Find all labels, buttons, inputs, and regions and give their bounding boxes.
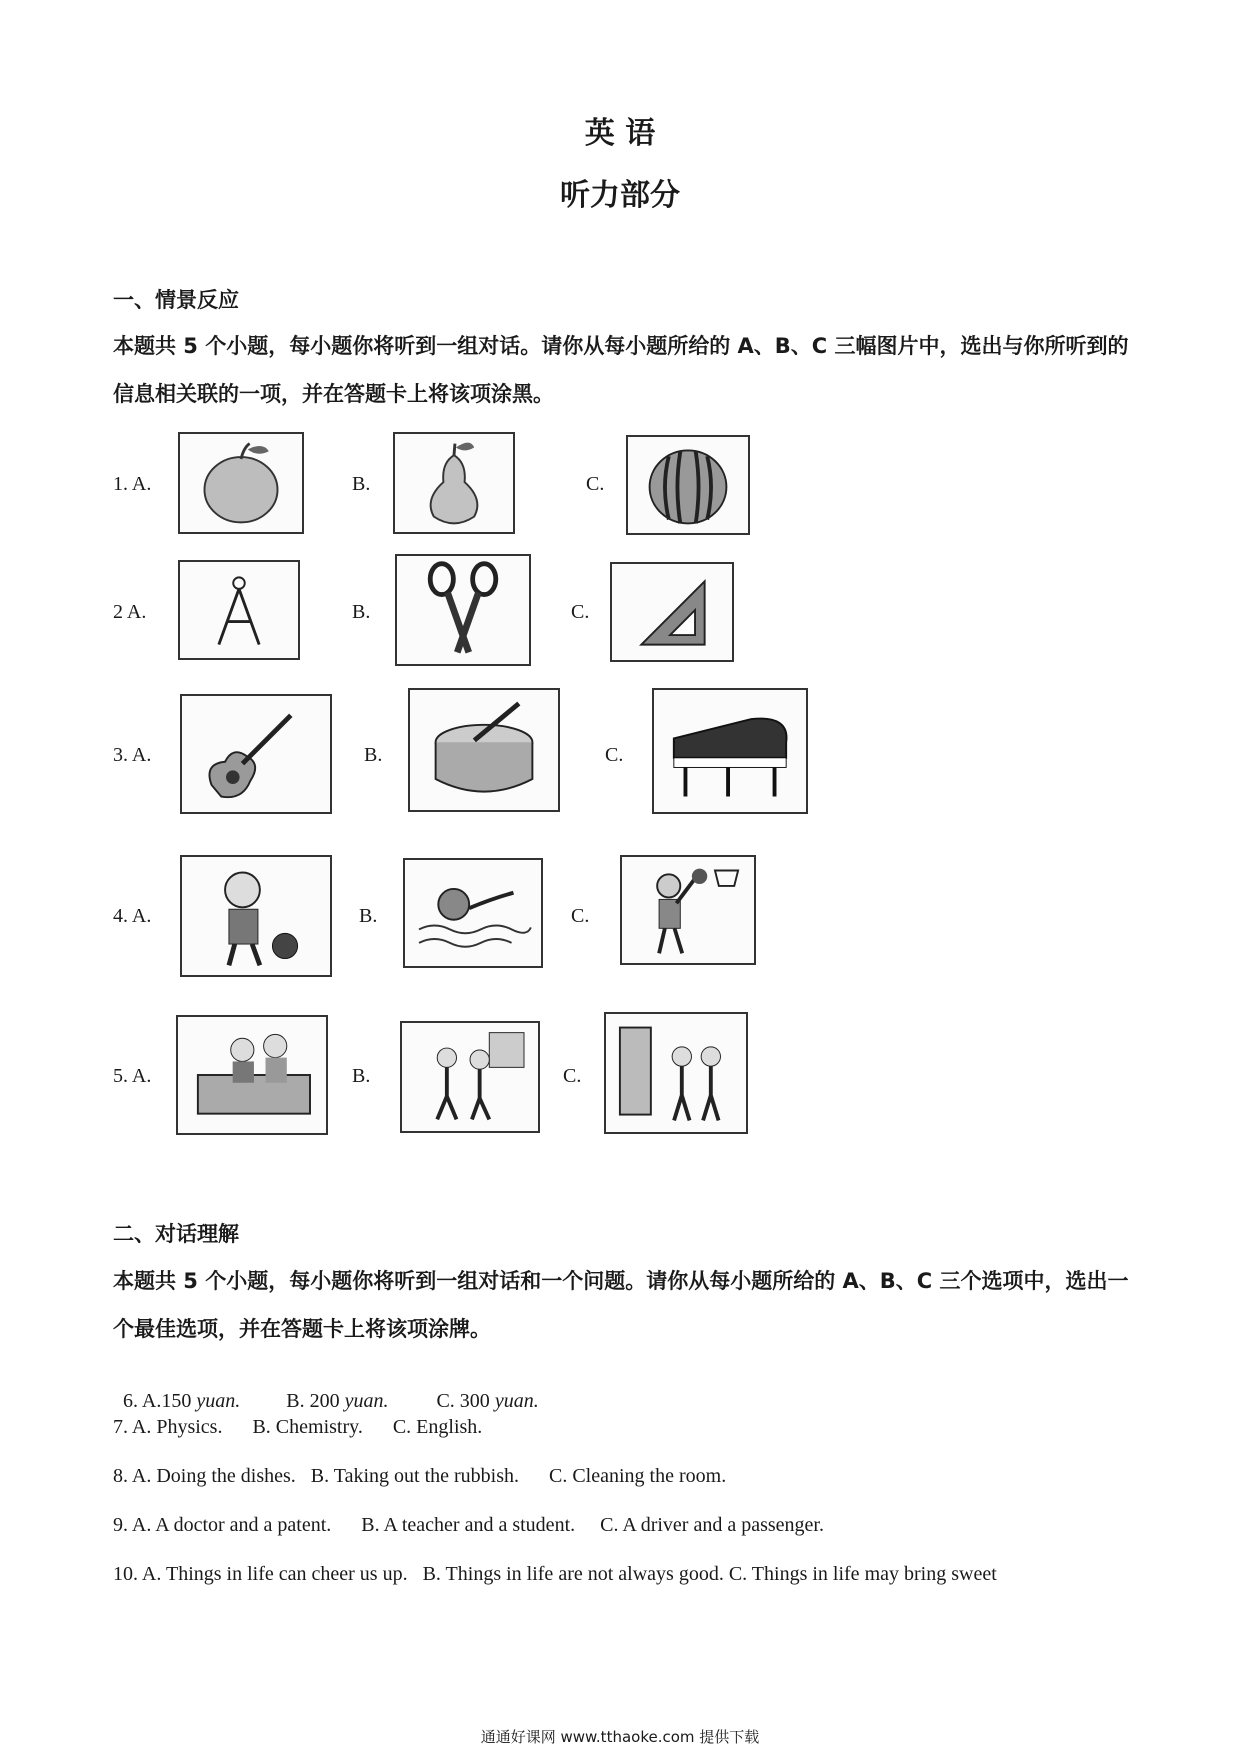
q4-label-b: B. [359, 905, 378, 927]
piano-icon[interactable] [652, 688, 808, 814]
guitar-icon[interactable] [180, 694, 332, 814]
swimming-boy-icon[interactable] [403, 858, 543, 968]
part-title: 听力部分 [560, 178, 680, 213]
q6-option-b-unit: yuan. [344, 1390, 389, 1412]
question-9: 9. A. A doctor and a patent. B. A teacher and a student. C. A driver and a passenger. [113, 1514, 824, 1536]
set-square-icon[interactable] [610, 562, 734, 662]
q6-option-a: 6. A.150 [123, 1390, 197, 1412]
footer-text: 通通好课网 www.tthaoke.com 提供下载 [480, 1728, 760, 1746]
gallery-people-icon[interactable] [604, 1012, 748, 1134]
pear-icon[interactable] [393, 432, 515, 534]
sofa-people-icon[interactable] [176, 1015, 328, 1135]
question-7: 7. A. Physics. B. Chemistry. C. English. [113, 1416, 483, 1438]
watermelon-icon[interactable] [626, 435, 750, 535]
q1-label-a: 1. A. [113, 473, 152, 495]
question-8: 8. A. Doing the dishes. B. Taking out the rubbish. C. Cleaning the room. [113, 1465, 727, 1487]
q3-label-c: C. [605, 744, 624, 766]
question-6 [113, 1367, 539, 1413]
section2-heading: 二、对话理解 [113, 1222, 239, 1246]
q3-label-a: 3. A. [113, 744, 152, 766]
q2-label-a: 2 A. [113, 601, 147, 623]
q1-label-c: C. [586, 473, 605, 495]
apple-icon[interactable] [178, 432, 304, 534]
q6-option-b: B. 200 [286, 1390, 345, 1412]
q5-label-a: 5. A. [113, 1065, 152, 1087]
question-10: 10. A. Things in life can cheer us up. B. Things in life are not always good. C. Things in life may bring sweet [113, 1563, 997, 1585]
q4-label-c: C. [571, 905, 590, 927]
q6-option-c: C. 300 [436, 1390, 495, 1412]
compass-icon[interactable] [178, 560, 300, 660]
q6-option-c-unit: yuan. [494, 1390, 539, 1412]
street-people-icon[interactable] [400, 1021, 540, 1133]
q4-label-a: 4. A. [113, 905, 152, 927]
subject-title: 英 语 [584, 116, 656, 151]
football-boy-icon[interactable] [180, 855, 332, 977]
drum-icon[interactable] [408, 688, 560, 812]
q5-label-c: C. [563, 1065, 582, 1087]
scissors-icon[interactable] [395, 554, 531, 666]
q1-label-b: B. [352, 473, 371, 495]
q6-option-a-unit: yuan. [196, 1390, 241, 1412]
q2-label-b: B. [352, 601, 371, 623]
q3-label-b: B. [364, 744, 383, 766]
section1-instruction: 本题共 5 个小题，每小题你将听到一组对话。请你从每小题所给的 A、B、C 三幅图片中，选出与你所听到的信息相关联的一项，并在答题卡上将该项涂黑。 [113, 334, 1129, 406]
q2-label-c: C. [571, 601, 590, 623]
section1-heading: 一、情景反应 [113, 288, 239, 312]
q5-label-b: B. [352, 1065, 371, 1087]
section2-instruction: 本题共 5 个小题，每小题你将听到一组对话和一个问题。请你从每小题所给的 A、B、C 三个选项中，选出一个最佳选项，并在答题卡上将该项涂牌。 [113, 1269, 1129, 1341]
basketball-girl-icon[interactable] [620, 855, 756, 965]
